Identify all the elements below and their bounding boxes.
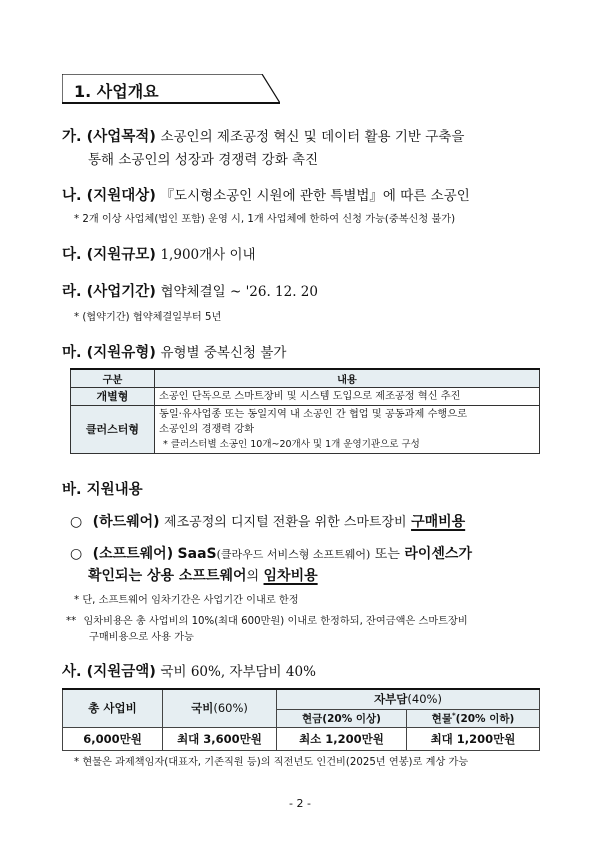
header-kind-sup: * [451, 711, 456, 719]
item-ga-text-2: 통해 소공인의 성장과 경쟁력 강화 촉진 [88, 152, 319, 168]
header-total: 총 사업비 [63, 689, 163, 727]
item-ba-note2 [66, 612, 468, 627]
item-na-label: 나. (지원대상) [62, 188, 156, 204]
item-ra-note: * (협약기간) 협약체결일부터 5년 [74, 312, 222, 323]
header-kind-pct: (20% 이하) [455, 712, 515, 725]
item-ma [62, 341, 286, 362]
bullet-icon: ○ [70, 546, 83, 562]
item-ba-label: 바. 지원내용 [62, 482, 143, 498]
type-individual-content: 소공인 단독으로 스마트장비 및 시스템 도입으로 제조공정 혁신 추진 [155, 387, 540, 405]
software-label: (소프트웨어) [92, 546, 174, 562]
type-cluster: 클러스터형 [71, 405, 155, 453]
header-gov-pct: (60%) [213, 701, 248, 716]
item-ra-text: 협약체결일 ~ '26. 12. 20 [160, 284, 318, 300]
note2-line2: 구매비용으로 사용 가능 [89, 632, 194, 643]
software-emph: 임차비용 [263, 568, 318, 584]
type-cluster-content-1: 동일·유사업종 또는 동일지역 내 소공인 간 협업 및 공동과제 수행으로 [159, 408, 467, 420]
support-type-table [70, 368, 540, 454]
software-license: 라이센스가 [404, 546, 472, 562]
table-header-content: 내용 [155, 369, 540, 387]
table-header-type: 구분 [71, 369, 155, 387]
header-self [277, 689, 540, 709]
value-gov: 최대 3,600만원 [163, 727, 277, 750]
header-self-label: 자부담 [374, 692, 408, 707]
header-gov [163, 689, 277, 727]
item-sa-note: * 현물은 과제책임자(대표자, 기존직원 등)의 직전년도 인건비(2025년 연봉)로 계상 가능 [74, 757, 469, 768]
item-ra-label: 라. (사업기간) [62, 284, 156, 300]
item-sa-text: 국비 60%, 자부담비 40% [160, 664, 316, 680]
type-cluster-content [155, 405, 540, 453]
section-title: 1. 사업개요 [74, 82, 159, 101]
item-ra [62, 280, 318, 301]
software-saas-desc: (클라우드 서비스형 소프트웨어) [216, 548, 371, 561]
software-or: 또는 [374, 547, 400, 562]
type-individual: 개별형 [71, 387, 155, 405]
item-da-label: 다. (지원규모) [62, 247, 156, 263]
item-ga-label: 가. (사업목적) [62, 129, 156, 145]
page-number: - 2 - [289, 797, 311, 810]
software-line2b: 의 [246, 569, 260, 584]
item-ga [62, 125, 464, 146]
note2-mark: ** [66, 616, 77, 627]
value-total: 6,000만원 [63, 727, 163, 750]
header-kind [407, 709, 540, 727]
header-kind-label: 현물 [431, 712, 452, 725]
item-ma-label: 마. (지원유형) [62, 345, 156, 361]
header-cash: 현금(20% 이상) [277, 709, 407, 727]
section-title-box [62, 74, 280, 104]
value-kind: 최대 1,200만원 [407, 727, 540, 750]
software-item-line2 [88, 565, 318, 585]
software-saas: SaaS [177, 546, 217, 562]
value-cash: 최소 1,200만원 [277, 727, 407, 750]
bullet-icon: ○ [70, 514, 83, 530]
table-row [71, 405, 540, 453]
funding-table [62, 688, 540, 751]
item-ga-text-1: 소공인의 제조공정 혁신 및 데이터 활용 기반 구축을 [160, 129, 465, 145]
item-ba-note1: * 단, 소프트웨어 임차기간은 사업기간 이내로 한정 [74, 595, 299, 606]
item-na-note: * 2개 이상 사업체(법인 포함) 운영 시, 1개 사업체에 한하여 신청 가능(중복신청 불가) [74, 214, 456, 225]
note2-line1: 임차비용은 총 사업비의 10%(최대 600만원) 이내로 한정하되, 잔여금액은 스마트장비 [83, 616, 468, 627]
header-self-pct: (40%) [407, 692, 442, 707]
hardware-text: 제조공정의 디지털 전환을 위한 스마트장비 [164, 515, 407, 530]
software-item [70, 543, 472, 563]
header-gov-label: 국비 [191, 701, 214, 716]
type-cluster-note: * 클러스터별 소공인 10개~20개사 및 1개 운영기관으로 구성 [163, 438, 420, 450]
item-ma-text: 유형별 중복신청 불가 [160, 345, 287, 361]
item-na-text: 『도시형소공인 시원에 관한 특별법』에 따른 소공인 [160, 188, 470, 204]
type-cluster-content-2: 소공인의 경쟁력 강화 [159, 423, 255, 435]
item-ba [62, 478, 143, 499]
software-line2a: 확인되는 상용 소프트웨어 [88, 568, 247, 584]
item-sa [62, 660, 316, 681]
item-da [62, 243, 256, 264]
table-row [63, 727, 540, 750]
hardware-label: (하드웨어) [92, 514, 160, 530]
item-ga-line2 [88, 148, 318, 168]
item-da-text: 1,900개사 이내 [160, 247, 256, 263]
table-row [71, 387, 540, 405]
item-na [62, 184, 470, 205]
hardware-item [70, 511, 465, 531]
hardware-emph: 구매비용 [411, 514, 466, 530]
item-sa-label: 사. (지원금액) [62, 664, 156, 680]
